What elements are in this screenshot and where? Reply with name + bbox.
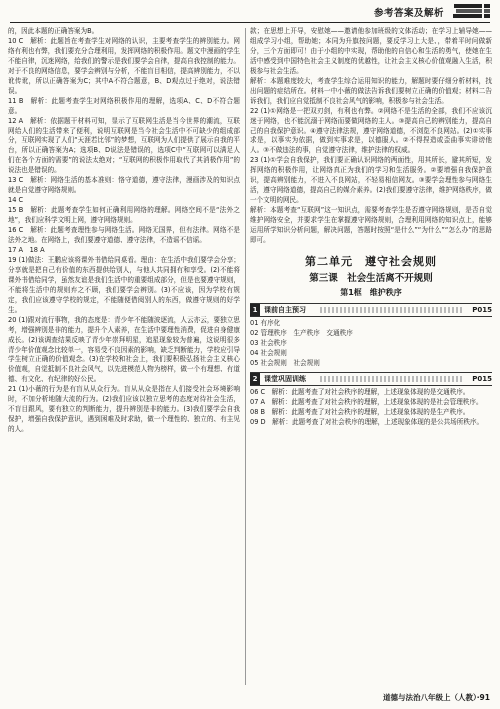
preview-item: 01 有序化 — [250, 318, 281, 327]
section-preview-items — [250, 319, 492, 369]
answer-entry: 23 (1)①学会自我保护，我们要正确认识网络的两面性，用其所长，避其所短，发挥网络的积极作用，让网络真正为我们的学习和生活服务。②要增强自我保护意识，提高辨别能力，不进入不良网站，不轻易相信网友。③要学会理性参与网络生活，遵守网络道德，提高自己的媒介素养。(2)我们要遵守法律，维护网络秩序，做一个文明的网民。 — [250, 156, 492, 205]
section-number: 1 — [250, 304, 260, 316]
answer-entry: 12 A 解析：依据题干材料可知，显示了互联网生活是当今世界的潮流，互联网给人们的生活带来了便利，说明互联网是当今社会生活中不可缺少的组成部分，互联网实现了人们“天涯若比邻”的梦想，互联网为人们提供了展示自我的平台，所以正确答案为A；选项B、D说法是错误的，选项C中“互联网可以满足人们在各个方面的需要”的说法太绝对；“互联网的积极作用取代了其消极作用”的说法也是错误的。 — [8, 116, 240, 175]
section-practice-header — [250, 372, 492, 386]
preview-item: 04 社会规则 — [250, 348, 287, 357]
answer-entry: 10 C 解析：此题旨在考查学生对网络的认识，主要考查学生的辨别能力。网络有利也有弊，我们要充分合理利用，发挥网络的积极作用。题文中漫画的学生不能自律，沉迷网络，给我们的警示是我们要学会自律，提高自我控制的能力。对于不良的网络信息，要学会辨别与分析，不能盲目相信，提高辨别能力，不以讹传讹，所以正确答案为C；其中A不符合题意，B、D观点过于绝对，说法错误。 — [8, 36, 240, 95]
preview-item: 05 社会规则 社会规则 — [250, 358, 320, 367]
section-practice-items — [250, 388, 492, 428]
practice-item: 08 B 解析：此题考查了对社会秩序的理解，上述现象体现的是生产秩序。 — [250, 407, 470, 416]
lesson-title: 第三课 社会生活离不开规则 — [309, 272, 433, 284]
header-rule — [10, 22, 490, 23]
answer-entry: 14 C — [8, 196, 24, 205]
section-title: 课前自主预习 — [264, 305, 306, 314]
header-title: 参考答案及解析 — [373, 8, 444, 19]
answer-entry: 13 C 解析：网络生活的基本准则：恪守道德，遵守法律，漫画涉及的知识点就是自觉遵守网络规则。 — [8, 176, 240, 195]
answer-entry: 15 B 解析：此题考查学生如何正确利用网络的理解。网络空间不是“法外之地”，我们应科学文明上网，遵守网络规则。 — [8, 206, 240, 225]
page-header — [0, 0, 500, 22]
section-decor-bar — [320, 376, 462, 382]
section-decor-bar — [320, 307, 462, 313]
books-icon — [452, 2, 492, 20]
preview-item: 03 社会秩序 — [250, 338, 287, 347]
answer-entry: 16 C 解析：此题考查理性参与网络生活。网络无国界，但有法律。网络不是法外之地。在网络上，我们要遵守道德、遵守法律，不造谣不信谣。 — [8, 226, 240, 245]
section-preview-header — [250, 303, 492, 317]
unit-title: 第二单元 遵守社会规则 — [305, 254, 437, 268]
left-column — [8, 27, 240, 687]
section-title: 课堂巩固训练 — [264, 374, 306, 383]
section-page: P015 — [472, 305, 492, 314]
answer-entry: 17 A 18 A — [8, 245, 45, 254]
page-footer: 道德与法治八年级上（人教）·91 — [382, 693, 490, 702]
practice-item: 06 C 解析：此题考查了对社会秩序的理解，上述现象体现的是交通秩序。 — [250, 387, 470, 396]
answer-entry: 11 B 解析：此题考查学生对网络积极作用的理解，选项A、C、D不符合题意。 — [8, 96, 240, 115]
right-answers — [250, 27, 492, 246]
answer-entry: 21 (1)小薇的行为是有盲从从众行为。盲从从众是指在人们接受社会环境影响时，不加分析地随大流的行为。(2)我们应该以独立思考的态度对待社会生活，不盲目跟风，要有独立的判断能力，提升辨别是非的能力。(3)我们要学会自我保护，增强自我保护意识，遇到困难及时求助，做一个理性的、独立的、有主见的人。 — [8, 385, 240, 434]
answer-entry: 款；在思想上开导，安慰她——邀请他参加班级的文体活动；在学习上辅导她——组成学习小组，帮助她；本同为升旗按问题，要反学习上大是、，带着平时问做新分，三个方面即可！由于小组的中实现，帮助他的自信心和生活的勇气，使她在生活中感受到中国特色社会主义制度的优越性，让社会主义核心价值观融入生活，积极参与社会生活。 — [250, 27, 492, 75]
answer-entry: 22 (1)①网络是一把双刃剑，有利也有弊。②网络不是生活的全部，我们不应该沉迷于网络，也不能沉溺于网络而要做网络的主人。③提高自己的辨别能力，提高自己的自我保护意识。④遵守法律法规，遵守网络道德，不浏览不良网站。(2)①实事求是，以事实为依据，做到实事求是，以德服人。②不得捏造或歪曲事实诽谤他人。③不做违法的事，自觉遵守法律，维护法律的权威。 — [250, 106, 492, 155]
section-number: 2 — [250, 373, 260, 385]
frame-title: 第1框 维护秩序 — [340, 287, 402, 297]
practice-item: 09 D 解析：此题考查了对社会秩序的理解，上述现象体现的是公共场所秩序。 — [250, 417, 484, 426]
answer-entry: 解析：本题考查“互联网”这一知识点，需要考查学生是否遵守网络规则，是否自觉维护网络安全，并要求学生在掌握遵守网络规则，合理利用网络的知识点上，能够运用所学知识分析问题，解决问题，答题时按照“是什么”“为什么”“怎么办”的思路即可。 — [250, 206, 492, 245]
answer-entry: 解析：本题难度较大，考查学生综合运用知识的能力，解题时要仔细分析材料，找出问题的症结所在。材料一中小薇的做法告诉我们要树立正确的价值观；材料二告诉我们，我们应自觉抵制不良社会风气的影响，积极参与社会生活。 — [250, 76, 492, 105]
right-column — [250, 27, 492, 687]
preview-item: 02 管理秩序 生产秩序 交通秩序 — [250, 328, 353, 337]
practice-item: 07 A 解析：此题考查了对社会秩序的理解，上述现象体现的是社会管理秩序。 — [250, 397, 483, 406]
column-divider — [245, 28, 246, 685]
answer-entry: 19 (1)做法：王鹏应该将课外书借给同桌看。理由：在生活中我们要学会分享；分享就是把自己有价值的东西提供给别人，与他人共同拥有和享受。(2)不能将课外书借给同学，虽然友谊是我们生活中的重要组成部分，但是也要遵守规则，不能将生活中的规则弃之不顾，我们要学会辨别。(3)不应该，因为学校有规定，我们应该遵守学校的规定，不能随便借阅别人的东西，做遵守规则的好学生。 — [8, 255, 240, 314]
section-page: P015 — [472, 374, 492, 383]
answer-entry: 的，因此本题的正确答案为B。 — [8, 27, 99, 35]
answer-entry: 20 (1)跟对流行事物，我的态度是：青少年不能随波逐流，人云亦云，要独立思考，增强辨别是非的能力，提升个人素养，在生活中要理性消费，促进自身健康成长。(2)该调查结果反映了青少年崇拜明星，追星现象较为普遍，这说明很多青少年价值观念比较单一，容易受不良因素的影响，缺乏判断能力，学校应引导学生树立正确的价值观念。(3)在学校和社会上，我们要积极弘扬社会主义核心价值观，自觉抵制不良社会风气，以先进模范人物为榜样，做一个有理想、有道德、有文化、有纪律的好公民。 — [8, 315, 240, 384]
